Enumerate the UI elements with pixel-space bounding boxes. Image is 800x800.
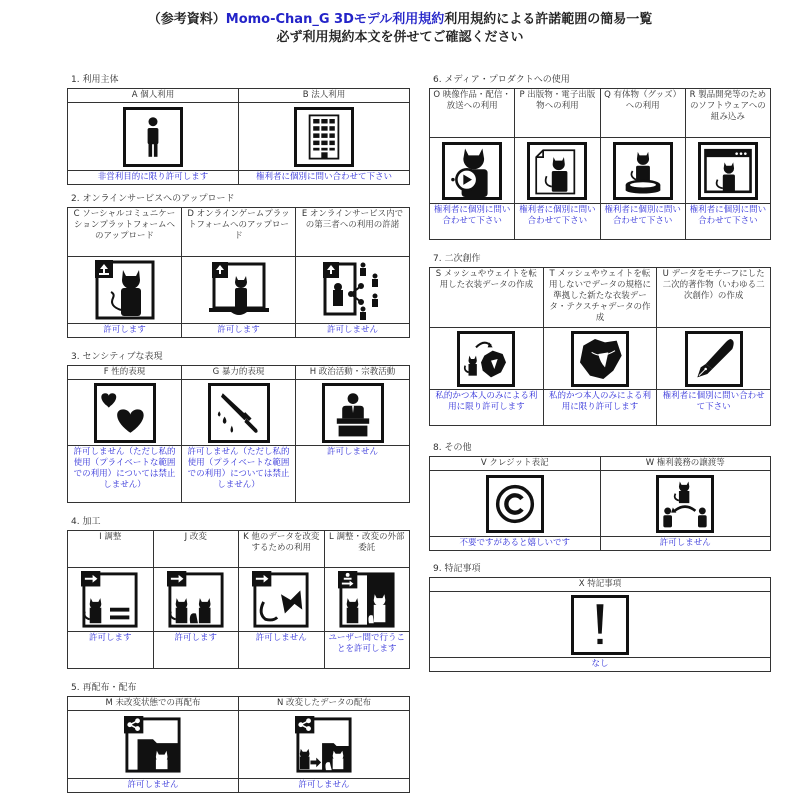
item-label: K 他のデータを改変するための利用: [239, 531, 325, 568]
permission-table: [67, 365, 410, 503]
status-text: 許可しません: [239, 632, 325, 669]
hearts-icon: [94, 383, 156, 443]
item-label: J 改変: [153, 531, 239, 568]
status-text: 許可します: [182, 324, 296, 338]
section-heading: 8. その他: [433, 443, 472, 453]
section-special-notes: [429, 564, 771, 672]
item-label: M 未改変状態での再配布: [68, 697, 239, 711]
permission-table: [67, 530, 410, 669]
item-label: A 個人利用: [68, 89, 239, 103]
permission-table: [67, 207, 410, 338]
item-label: U データをモチーフにした二次的著作物（いわゆる二次創作）の作成: [657, 268, 771, 328]
item-label: F 性的表現: [68, 366, 182, 380]
status-text: 許可します: [68, 324, 182, 338]
status-text: 権利者に個別に問い合わせて下さい: [430, 204, 515, 240]
section-usage-entity: [67, 75, 410, 185]
status-text: 権利者に個別に問い合わせて下さい: [239, 171, 410, 185]
transfer-rights-icon: [656, 475, 714, 533]
section-heading: 9. 特記事項: [433, 564, 481, 574]
item-label: H 政治活動・宗教活動: [296, 366, 410, 380]
permission-table: [67, 88, 410, 185]
section-online-upload: [67, 194, 410, 338]
status-text: 私的かつ本人のみによる利用に限り許可します: [430, 390, 544, 426]
section-heading: 1. 利用主体: [71, 75, 119, 85]
item-label: W 権利義務の譲渡等: [600, 457, 771, 471]
status-text: 許可します: [68, 632, 154, 669]
status-text: 私的かつ本人のみによる利用に限り許可します: [543, 390, 657, 426]
status-text: 非営利目的に限り許可します: [68, 171, 239, 185]
permission-table: [67, 696, 410, 793]
section-heading: 5. 再配布・配布: [71, 683, 137, 693]
upload-share-users-icon: [323, 260, 383, 320]
section-redistribution: [67, 683, 410, 793]
status-text: 許可しません（ただし私的使用（プライベートな範囲での利用）については禁止しません）: [182, 446, 296, 503]
status-text: 権利者に個別に問い合わせて下さい: [515, 204, 600, 240]
title-prefix: （参考資料）: [147, 12, 226, 27]
status-text: ユーザー間で行うことを許可します: [324, 632, 410, 669]
item-label: Q 有体物（グッズ）への利用: [600, 89, 685, 138]
item-label: N 改変したデータの配布: [239, 697, 410, 711]
item-label: X 特記事項: [430, 578, 771, 592]
section-derivative-works: [429, 254, 771, 426]
section-heading: 3. センシティブな表現: [71, 352, 163, 362]
item-label: D オンラインゲームプラットフォームへのアップロード: [182, 208, 296, 257]
item-label: P 出版物・電子出版物への利用: [515, 89, 600, 138]
status-text: 権利者に個別に問い合わせて下さい: [600, 204, 685, 240]
section-heading: 6. メディア・プロダクトへの使用: [433, 75, 570, 85]
building-icon: [294, 107, 354, 167]
status-text: 不要ですがあると嬉しいです: [430, 537, 601, 551]
status-text: 許可しません: [296, 446, 410, 503]
document-icon: [527, 142, 587, 200]
outsource-icon: [338, 571, 396, 629]
section-media-products: [429, 75, 771, 240]
permission-table: [429, 88, 771, 240]
section-sensitive-expression: [67, 352, 410, 503]
item-label: V クレジット表記: [430, 457, 601, 471]
clothing-icon: [571, 331, 629, 387]
item-label: C ソーシャルコミュニケーションプラットフォームへのアップロード: [68, 208, 182, 257]
share-folder-icon: [124, 715, 182, 775]
copyright-icon: [486, 475, 544, 533]
status-text: 許可します: [153, 632, 239, 669]
software-window-icon: [698, 142, 758, 200]
status-text: 許可しません: [68, 779, 239, 793]
permission-table: [429, 267, 771, 426]
modify-icon: [167, 571, 225, 629]
parts-reuse-icon: [252, 571, 310, 629]
permission-table: [429, 577, 771, 672]
status-text: 許可しません: [296, 324, 410, 338]
section-processing: [67, 517, 410, 669]
status-text: なし: [430, 658, 771, 672]
status-text: 許可しません: [239, 779, 410, 793]
section-other: [429, 443, 771, 551]
video-play-icon: [442, 142, 502, 200]
status-text: 権利者に個別に問い合わせて下さい: [685, 204, 770, 240]
knife-blood-icon: [208, 383, 270, 443]
item-label: O 映像作品・配信・放送への利用: [430, 89, 515, 138]
upload-avatar-icon: [95, 260, 155, 320]
section-heading: 2. オンラインサービスへのアップロード: [71, 194, 235, 204]
item-label: S メッシュやウェイトを転用した衣装データの作成: [430, 268, 544, 328]
podium-speaker-icon: [322, 383, 384, 443]
exclamation-icon: [571, 595, 629, 655]
title-suffix: 利用規約による許諾範囲の簡易一覧: [444, 12, 653, 27]
section-heading: 4. 加工: [71, 517, 101, 527]
permission-table: [429, 456, 771, 551]
item-label: I 調整: [68, 531, 154, 568]
clothing-transfer-icon: [457, 331, 515, 387]
status-text: 権利者に個別に問い合わせて下さい: [657, 390, 771, 426]
document-subtitle: 必ず利用規約本文を併せてご確認ください: [276, 30, 524, 45]
item-label: B 法人利用: [239, 89, 410, 103]
adjust-equal-icon: [81, 571, 139, 629]
pen-nib-icon: [685, 331, 743, 387]
item-label: R 製品開発等のためのソフトウェアへの組み込み: [685, 89, 770, 138]
section-heading: 7. 二次創作: [433, 254, 481, 264]
status-text: 許可しません（ただし私的使用（プライベートな範囲での利用）については禁止しません）: [68, 446, 182, 503]
upload-game-screen-icon: [209, 260, 269, 320]
item-label: E オンラインサービス内での第三者への利用の許諾: [296, 208, 410, 257]
document-title: [0, 11, 800, 29]
share-modified-folder-icon: [295, 715, 353, 775]
item-label: T メッシュやウェイトを転用しないでデータの規格に準拠した新たな衣装データ・テクスチャデータの作成: [543, 268, 657, 328]
terms-link[interactable]: Momo-Chan_G 3Dモデル利用規約: [225, 12, 445, 27]
item-label: G 暴力的表現: [182, 366, 296, 380]
figure-goods-icon: [613, 142, 673, 200]
person-icon: [123, 107, 183, 167]
status-text: 許可しません: [600, 537, 771, 551]
item-label: L 調整・改変の外部委託: [324, 531, 410, 568]
